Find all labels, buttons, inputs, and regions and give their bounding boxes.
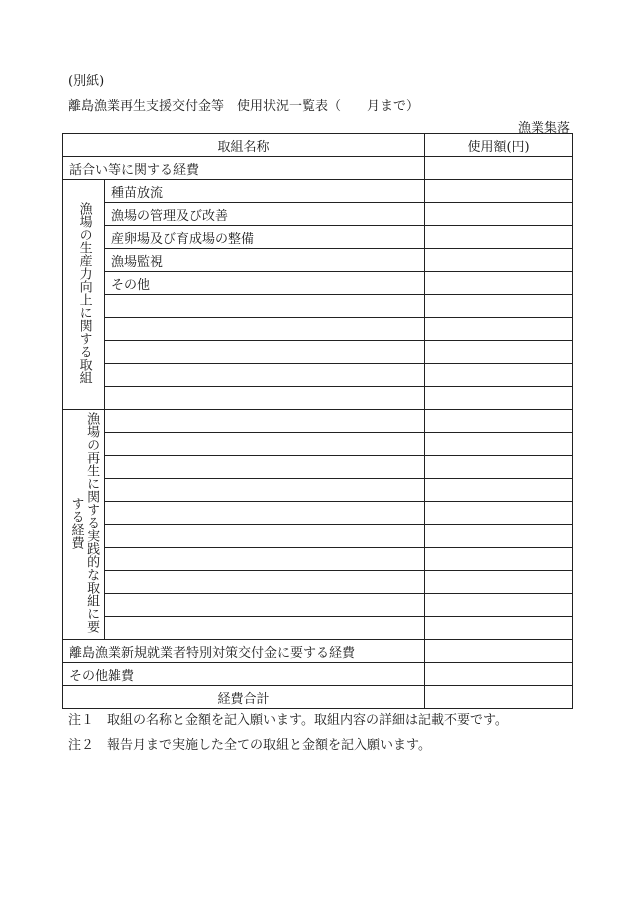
note-1: 注１ 取組の名称と金額を記入願います。取組内容の詳細は記載不要です。	[68, 713, 508, 728]
amount-cell[interactable]	[425, 203, 573, 226]
item-name-cell[interactable]	[105, 548, 425, 571]
section2-row	[63, 571, 573, 594]
item-name-cell[interactable]: 産卵場及び育成場の整備	[105, 226, 425, 249]
section1-row	[63, 318, 573, 341]
section2-row	[63, 410, 573, 433]
section1-row	[63, 341, 573, 364]
item-name-cell[interactable]	[105, 479, 425, 502]
amount-cell[interactable]	[425, 364, 573, 387]
total-label: 経費合計	[63, 686, 425, 709]
column-header-amount: 使用額(円)	[425, 134, 573, 157]
amount-cell[interactable]	[425, 640, 573, 663]
usage-table	[62, 133, 573, 709]
section1-row	[63, 387, 573, 410]
amount-cell[interactable]	[425, 157, 573, 180]
header-row	[63, 134, 573, 157]
item-name-cell[interactable]	[105, 594, 425, 617]
new-subsidy-row-label: 離島漁業新規就業者特別対策交付金に要する経費	[63, 640, 425, 663]
amount-cell[interactable]	[425, 295, 573, 318]
item-name-cell[interactable]: 漁場監視	[105, 249, 425, 272]
amount-cell[interactable]	[425, 180, 573, 203]
item-name-cell[interactable]	[105, 318, 425, 341]
amount-cell[interactable]	[425, 226, 573, 249]
column-header-name: 取組名称	[63, 134, 425, 157]
group-label: 漁業集落	[517, 121, 570, 136]
item-name-cell[interactable]	[105, 341, 425, 364]
section2-label-text: 漁場の再生に関する実践的な取組に要する経費	[68, 412, 100, 633]
new-subsidy-row	[63, 640, 573, 663]
section1-row	[63, 249, 573, 272]
meeting-row	[63, 157, 573, 180]
amount-cell[interactable]	[425, 663, 573, 686]
amount-cell[interactable]	[425, 456, 573, 479]
attachment-label: (別紙)	[68, 74, 105, 89]
item-name-cell[interactable]	[105, 502, 425, 525]
section1-label-text: 漁場の生産力向上に関する取組	[76, 201, 92, 384]
amount-cell[interactable]	[425, 249, 573, 272]
section1-row	[63, 203, 573, 226]
item-name-cell[interactable]	[105, 525, 425, 548]
total-row	[63, 686, 573, 709]
section1-label	[63, 180, 105, 410]
section2-row	[63, 548, 573, 571]
meeting-label: 話合い等に関する経費	[63, 157, 425, 180]
section1-row	[63, 226, 573, 249]
item-name-cell[interactable]	[105, 364, 425, 387]
amount-cell[interactable]	[425, 410, 573, 433]
amount-cell[interactable]	[425, 502, 573, 525]
misc-row	[63, 663, 573, 686]
section2-row	[63, 456, 573, 479]
amount-cell[interactable]	[425, 318, 573, 341]
amount-cell[interactable]	[425, 594, 573, 617]
item-name-cell[interactable]: 漁場の管理及び改善	[105, 203, 425, 226]
note-2: 注２ 報告月まで実施した全ての取組と金額を記入願います。	[68, 738, 431, 753]
section2-row	[63, 617, 573, 640]
amount-cell[interactable]	[425, 272, 573, 295]
item-name-cell[interactable]	[105, 410, 425, 433]
amount-cell[interactable]	[425, 433, 573, 456]
section2-row	[63, 525, 573, 548]
section1-row	[63, 364, 573, 387]
item-name-cell[interactable]: その他	[105, 272, 425, 295]
item-name-cell[interactable]	[105, 617, 425, 640]
amount-cell[interactable]	[425, 479, 573, 502]
section1-row	[63, 295, 573, 318]
amount-cell[interactable]	[425, 571, 573, 594]
section1-row	[63, 180, 573, 203]
item-name-cell[interactable]	[105, 571, 425, 594]
item-name-cell[interactable]	[105, 456, 425, 479]
section2-row	[63, 433, 573, 456]
item-name-cell[interactable]	[105, 433, 425, 456]
item-name-cell[interactable]	[105, 387, 425, 410]
total-amount-cell[interactable]	[425, 686, 573, 709]
section2-row	[63, 479, 573, 502]
amount-cell[interactable]	[425, 525, 573, 548]
document-title: 離島漁業再生支援交付金等 使用状況一覧表（ 月まで）	[68, 99, 420, 114]
section2-row	[63, 502, 573, 525]
item-name-cell[interactable]	[105, 295, 425, 318]
section1-row	[63, 272, 573, 295]
amount-cell[interactable]	[425, 341, 573, 364]
amount-cell[interactable]	[425, 617, 573, 640]
amount-cell[interactable]	[425, 387, 573, 410]
notes	[68, 708, 508, 758]
misc-row-label: その他雑費	[63, 663, 425, 686]
item-name-cell[interactable]: 種苗放流	[105, 180, 425, 203]
amount-cell[interactable]	[425, 548, 573, 571]
section2-row	[63, 594, 573, 617]
section2-label	[63, 410, 105, 640]
